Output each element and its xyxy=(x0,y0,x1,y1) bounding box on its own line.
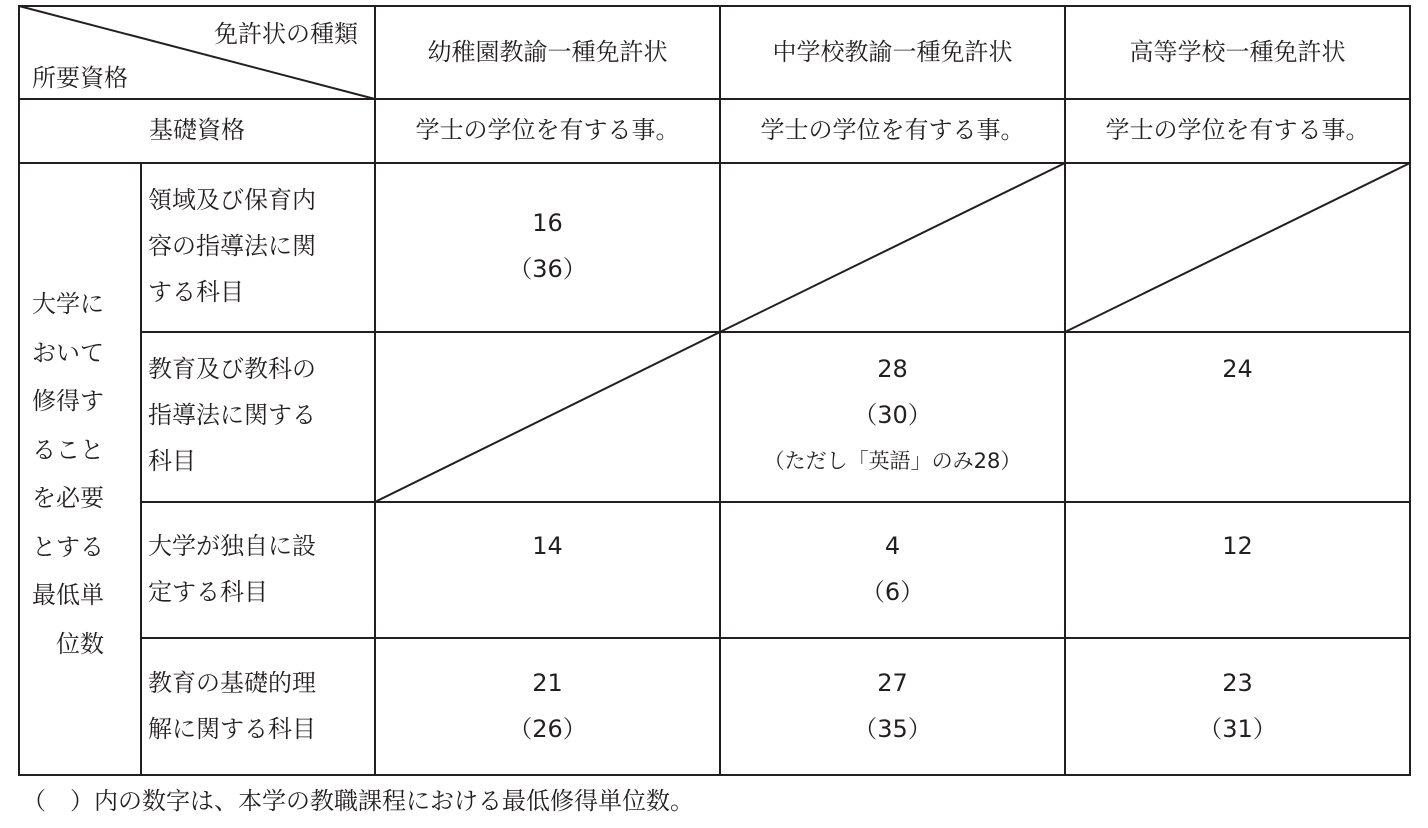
credits-kindergarten-row1 xyxy=(376,200,719,292)
empty-cell-diagonal-kinder-row2 xyxy=(375,332,720,502)
row-label-line: 教育及び教科の xyxy=(148,355,316,383)
corner-top-label: 免許状の種類 xyxy=(214,20,358,48)
credit-value: 14 xyxy=(532,532,563,560)
empty-cell-diagonal-junior-row1 xyxy=(720,163,1065,332)
side-label-line: を必要 xyxy=(32,484,104,512)
row-label-education-foundations xyxy=(148,660,370,752)
credit-program-value: （31） xyxy=(1198,715,1277,743)
credits-high-school-row2 xyxy=(1066,346,1409,392)
row-label-line: する科目 xyxy=(148,278,244,306)
row-label-line: 教育の基礎的理 xyxy=(148,669,316,697)
credit-value: 12 xyxy=(1222,532,1253,560)
side-label-line: とする xyxy=(32,532,104,561)
row-label-line: 大学が独自に設 xyxy=(148,532,316,560)
credit-program-value: （30） xyxy=(853,401,932,429)
basic-qualification-label: 基礎資格 xyxy=(149,116,245,144)
credit-program-value: （6） xyxy=(860,578,925,606)
credits-junior-high-row3 xyxy=(721,523,1064,615)
corner-bottom-label: 所要資格 xyxy=(32,64,128,92)
credits-kindergarten-row3 xyxy=(376,523,719,569)
credits-kindergarten-row4 xyxy=(376,660,719,752)
row-label-line: 領域及び保育内 xyxy=(148,186,316,214)
credit-value: 4 xyxy=(884,532,901,560)
row-label-subject-methods xyxy=(148,346,370,484)
credits-junior-high-row2 xyxy=(721,346,1064,484)
credit-program-value: （36） xyxy=(508,255,587,283)
row-label-line: 科目 xyxy=(148,447,196,475)
qualification-table xyxy=(18,5,1411,776)
credits-high-school-row3 xyxy=(1066,523,1409,569)
row-label-line: 指導法に関する xyxy=(148,401,316,429)
credit-program-value: （26） xyxy=(508,715,587,743)
footnote: （ ）内の数字は、本学の教職課程における最低修得単位数。 xyxy=(22,787,694,815)
credit-value: 21 xyxy=(532,669,563,697)
row-label-childcare-methods xyxy=(148,177,370,315)
side-label xyxy=(32,280,136,668)
side-label-line: 修得す xyxy=(32,387,104,415)
empty-cell-diagonal-high-row1 xyxy=(1065,163,1410,332)
header-high-school: 高等学校一種免許状 xyxy=(1129,38,1346,66)
credit-value: 16 xyxy=(532,209,563,237)
side-label-line: ること xyxy=(32,435,104,464)
credits-junior-high-row4 xyxy=(721,660,1064,752)
basic-value-junior-high: 学士の学位を有する事。 xyxy=(760,116,1025,144)
header-junior-high: 中学校教諭一種免許状 xyxy=(772,38,1013,66)
credits-high-school-row4 xyxy=(1066,660,1409,752)
row-label-line: 解に関する科目 xyxy=(148,715,316,743)
credit-value: 28 xyxy=(877,355,908,383)
basic-value-high-school: 学士の学位を有する事。 xyxy=(1105,116,1370,144)
row-label-university-original xyxy=(148,523,370,615)
row-label-line: 容の指導法に関 xyxy=(148,232,316,260)
credit-program-value: （35） xyxy=(853,715,932,743)
credit-value: 23 xyxy=(1222,669,1253,697)
credit-english-note: （ただし「英語」のみ28） xyxy=(763,449,1022,473)
credit-value: 24 xyxy=(1222,355,1253,383)
basic-value-kindergarten: 学士の学位を有する事。 xyxy=(415,116,680,144)
row-label-line: 定する科目 xyxy=(148,578,268,606)
header-kindergarten: 幼稚園教諭一種免許状 xyxy=(427,38,668,66)
side-label-line: 大学に xyxy=(32,290,104,318)
side-label-line: おいて xyxy=(32,338,104,367)
side-label-line: 最低単 xyxy=(32,581,104,609)
credit-value: 27 xyxy=(877,669,908,697)
side-label-line: 位数 xyxy=(56,629,104,658)
